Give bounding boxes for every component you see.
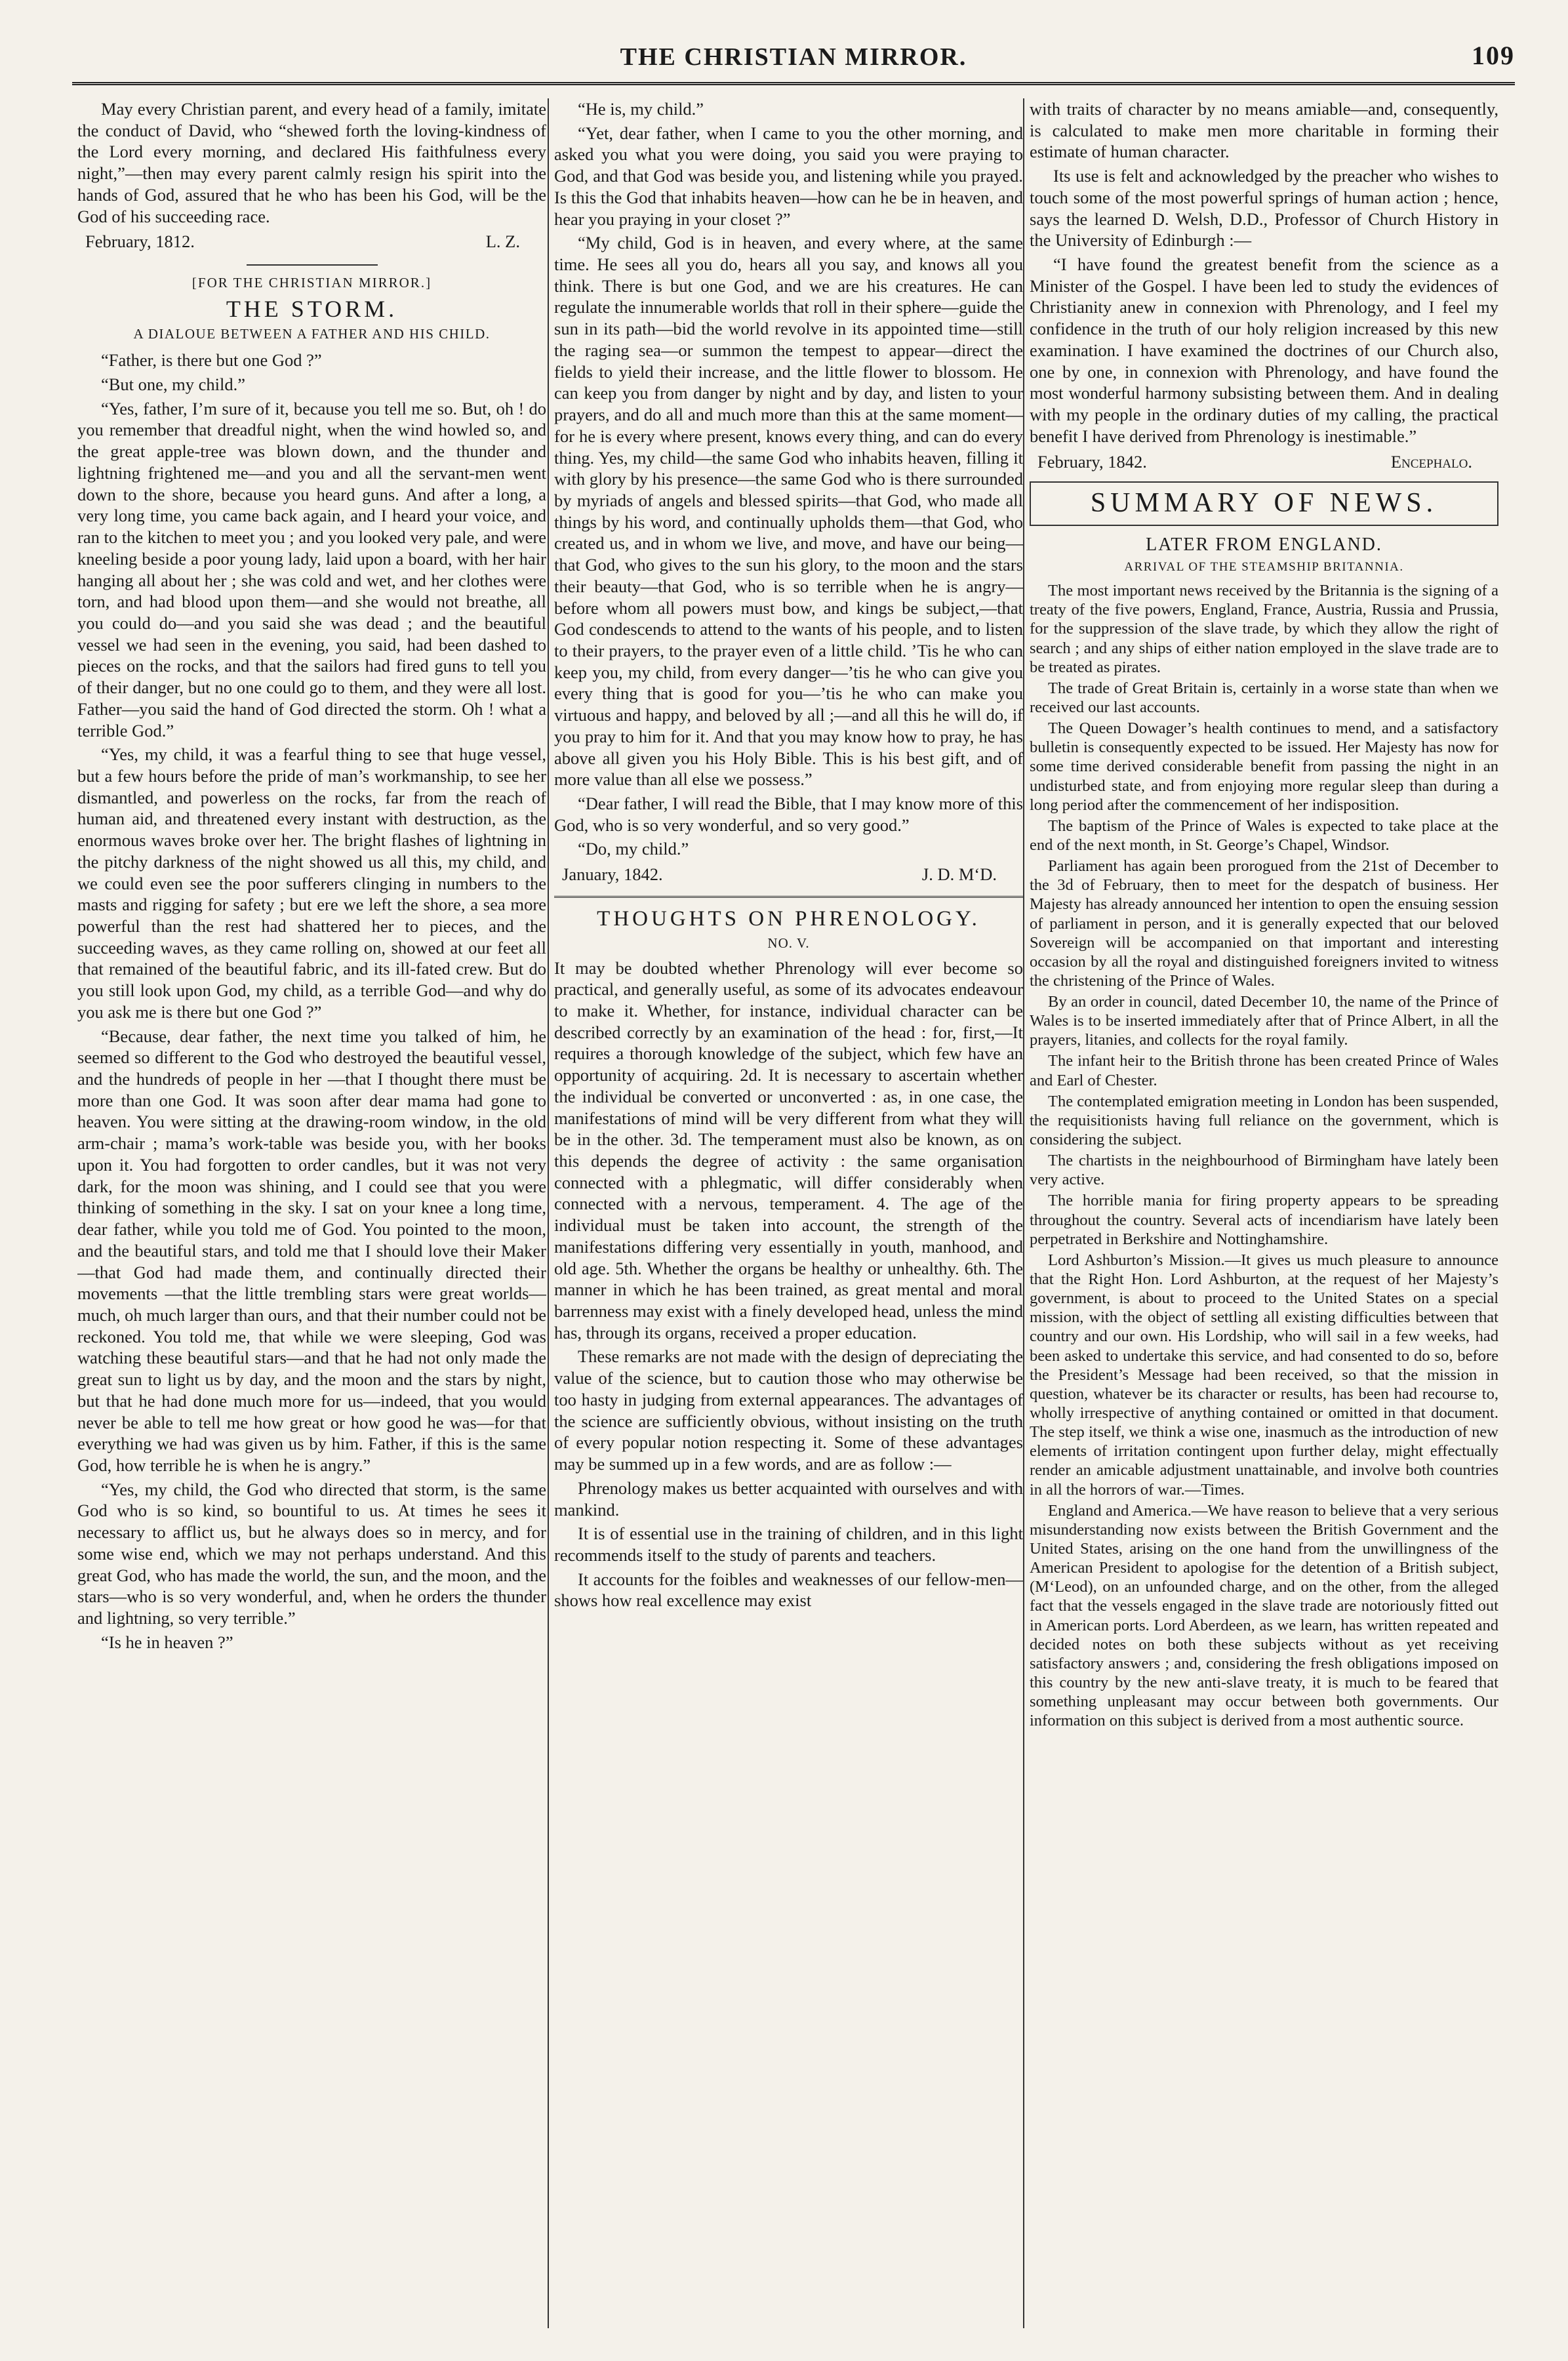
section-divider	[554, 896, 1023, 898]
news-item: The most important news received by the Britannia is the signing of a treaty of the five powers, England, France, Austria, Russia and Prussia, for the suppression of the slave trade, by which they allow the right of search ; and any ships of either nation employed in the slave trade are to be treated as pirates.	[1030, 582, 1498, 676]
column-divider-2	[1023, 98, 1024, 2328]
column-1	[77, 98, 546, 2335]
storm-paragraph: “Is he in heaven ?”	[101, 1632, 233, 1652]
news-item: The contemplated emigration meeting in London has been suspended, the requisitionists having full reliance on the government, which is considering the subject.	[1030, 1092, 1498, 1149]
section-divider	[247, 264, 378, 266]
phrenology-paragraph: It accounts for the foibles and weaknesses of our fellow-men—shows how real excellence may exist	[554, 1569, 1023, 1611]
phrenology-signature: Encephalo.	[1390, 451, 1472, 472]
news-item: The Queen Dowager’s health continues to mend, and a satisfactory bulletin is consequently expected to be issued. Her Majesty has now for some time derived considerable benefit from passing the night in an undisturbed state, and from enjoying more regular sleep than during a long period after the commencement of her indisposition.	[1030, 719, 1498, 814]
news-item: Parliament has again been prorogued from the 21st of December to the 3d of February, then to meet for the despatch of business. Her Majesty has already announced her intention to open the ensuing session of parliament in person, and it is generally expected that our beloved Sovereign will be accompanied on that important and interesting occasion by all the royal and distinguished foreigners invited to witness the christening of the Prince of Wales.	[1030, 857, 1498, 990]
masthead-title: THE CHRISTIAN MIRROR.	[620, 43, 967, 71]
dialogue-date: January, 1842.	[562, 864, 663, 885]
storm-tag: [FOR THE CHRISTIAN MIRROR.]	[191, 275, 432, 291]
storm-paragraph: “Because, dear father, the next time you talked of him, he seemed so different to the God who destroyed the beautiful vessel, and the hundreds of people in her —that I thought there must be more than one God. It was soon after dear mama had gone to heaven. You were sitting at the drawing-room window, in the old arm-chair ; mama’s work-table was beside you, with her books upon it. You had forgotten to order candles, but it was not very dark, for the moon was shining, and I could see that you were thinking of something in the sky. I sat on your knee a long time, dear father, while you told me of God. You pointed to the moon, and the beautiful stars, and told me that I should love their Maker—that God had made them, and continually directed their movements —that the little trembling stars were great worlds—much, oh much larger than ours, and that their number could not be reckoned. You told me, that while we were sleeping, God was watching these beautiful stars—and that he had not only made the great sun to light us by day, and the moon and the stars by night, but that he had done much more for us—indeed, that you would never be able to tell me how great or how good he was—for that everything we had was given us by him. Father, if this is the same God, how terrible he is when he is angry.”	[77, 1026, 546, 1475]
phrenology-number: NO. V.	[767, 935, 810, 951]
news-item: The trade of Great Britain is, certainly in a worse state than when we received our last accounts.	[1030, 679, 1498, 716]
phrenology-paragraph: It is of essential use in the training of children, and in this light recommends itself to the study of parents and teachers.	[554, 1524, 1023, 1565]
intro-paragraph: May every Christian parent, and every head of a family, imitate the conduct of David, who “shewed forth the loving-kindness of the Lord every morning, and declared His faithfulness every night,”—then may every parent calmly resign his spirit into the hands of God, assured that he who has been his God, will be the God of his succeeding race.	[77, 99, 546, 226]
storm-paragraph: “But one, my child.”	[101, 374, 246, 395]
storm-paragraph: “My child, God is in heaven, and every where, at the same time. He sees all you do, hears all you say, and knows all you think. There is but one God, and we are his creatures. He can regulate the innumerable worlds that roll in their sphere—guide the sun in its path—bid the world revolve in its appointed time—still the raging sea—or summon the tempest to appear—direct the fields to yield their increase, and the little flower to blossom. He can keep you from danger by night and by day, and listen to your prayers, and do all and much more than this at the same moment—for he is every where present, knows every thing, and can do every thing. Yes, my child—the same God who inhabits heaven, filling it with glory by his presence—the same God who is there surrounded by myriads of angels and blessed spirits—that God, who made all things by his word, and continually upholds them—that God, who created us, and in whom we live, and move, and have our being—that God, who gives to the sun his glory, to the moon and the stars their beauty—that God, who is so terrible when he is angry—before whom all powers must bow, and kings be subject,—that God condescends to attend to the wants of his people, and to listen to their prayers, to the prayer even of a little child. ’Tis he who can keep you, my child, from every danger—’tis he who can give you every thing that is good for you—’tis he who can make you virtuous and happy, and beloved by all ;—and all this he will do, if you pray to him for it. And that you may know how to pray, he has above all given you his Holy Bible. This is his best gift, and of more value than all else we possess.”	[554, 233, 1023, 790]
news-item: The horrible mania for firing property appears to be spreading throughout the country. Several acts of incendiarism have lately been perpetrated in Berkshire and Nottinghamshire.	[1030, 1192, 1498, 1248]
header-rule	[72, 82, 1515, 85]
news-item: The chartists in the neighbourhood of Birmingham have lately been very active.	[1030, 1152, 1498, 1189]
storm-paragraph: “Yet, dear father, when I came to you the other morning, and asked you what you were doing, you said you were praying to God, and that God was beside you, and listening while you prayed. Is this the God that inhabits heaven—how can he be in heaven, and hear you praying in your closet ?”	[554, 123, 1023, 229]
storm-subtitle: A DIALOUE BETWEEN A FATHER AND HIS CHILD.	[133, 326, 491, 342]
storm-title: THE STORM.	[226, 295, 398, 322]
dialogue-signature: J. D. M‘D.	[921, 864, 997, 885]
phrenology-paragraph: Phrenology makes us better acquainted with ourselves and with mankind.	[554, 1478, 1023, 1520]
phrenology-title: THOUGHTS ON PHRENOLOGY.	[597, 906, 980, 931]
phrenology-date: February, 1842.	[1037, 451, 1147, 472]
phrenology-paragraph: Its use is felt and acknowledged by the preacher who wishes to touch some of the most powerful springs of human action ; hence, says the learned D. Welsh, D.D., Professor of Church History in the University of Edinburgh :—	[1030, 166, 1498, 251]
news-body	[1030, 581, 1498, 1730]
storm-paragraph: “He is, my child.”	[578, 99, 704, 119]
phrenology-quote: “I have found the greatest benefit from the science as a Minister of the Gospel. I have been led to study the evidences of Christianity anew in connexion with Phrenology, and I feel my confidence in the truth of our holy religion increased by this new examination. I have examined the doctrines of our Church also, one by one, in connexion with Phrenology, and have found the most wonderful harmony subsisting between them. And in dealing with my people in the ordinary duties of my calling, the practical benefit I have derived from Phrenology is inestimable.”	[1030, 254, 1498, 446]
phrenology-paragraph: These remarks are not made with the design of depreciating the value of the science, but to caution those who may otherwise be too hasty in judging from external appearances. The advantages of the science are sufficiently obvious, without insisting on the truth of every popular notion respecting it. Some of these advantages may be summed up in a few words, and are as follow :—	[554, 1346, 1023, 1474]
page-number: 109	[1472, 41, 1515, 70]
storm-paragraph: “Yes, father, I’m sure of it, because you tell me so. But, oh ! do you remember that dreadful night, when the wind howled so, and the great apple-tree was blown down, and the thunder and lightning frightened me—and you and all the servant-men went down to the shore, because you heard guns. And after a long, a very long time, you came back again, and I heard your voice, and ran to the kitchen to meet you ; and you looked very pale, and were kneeling beside a poor young lady, laid upon a board, with her hair hanging all about her ; she was cold and wet, and her clothes were torn, and had blood upon them—and she would not breathe, all you could do—and you said she was dead ; and the beautiful vessel we had seen in the evening, you said, had been dashed to pieces on the rocks, and that the sailors had fired guns to tell you of their danger, but no one could go to them, and they were all lost. Father—you said the hand of God directed the storm. Oh ! what a terrible God.”	[77, 398, 546, 740]
column-2	[554, 98, 1023, 2335]
phrenology-signature-line	[1030, 451, 1498, 473]
news-item: The baptism of the Prince of Wales is expected to take place at the end of the next month, in St. George’s Chapel, Windsor.	[1030, 817, 1498, 854]
intro-signature-line	[77, 231, 546, 252]
storm-paragraph: “Do, my child.”	[578, 839, 689, 859]
dialogue-signature-line	[554, 864, 1023, 885]
news-item: The infant heir to the British throne has been created Prince of Wales and Earl of Chester.	[1030, 1052, 1498, 1089]
column-divider-1	[548, 98, 549, 2328]
storm-paragraph: “Yes, my child, the God who directed that storm, is the same God who is so kind, so bountiful to us. At times he sees it necessary to afflict us, but he always does so in mercy, and for some wise end, which we may not perhaps understand. And this great God, who has made the world, the sun, and the moon, and the stars—who is so very wonderful, and, when he orders the thunder and lightning, so very terrible.”	[77, 1479, 546, 1628]
summary-of-news-heading: SUMMARY OF NEWS.	[1030, 481, 1498, 526]
intro-date: February, 1812.	[85, 232, 195, 252]
news-item: By an order in council, dated December 10, the name of the Prince of Wales is to be inserted immediately after that of Prince Albert, in all the prayers, litanies, and collects for the royal family.	[1030, 993, 1498, 1049]
storm-paragraph: “Dear father, I will read the Bible, that I may know more of this God, who is so very wonderful, and so very good.”	[554, 794, 1023, 835]
phrenology-paragraph: with traits of character by no means amiable—and, consequently, is calculated to make men more charitable in forming their estimate of human character.	[1030, 99, 1498, 162]
phrenology-paragraph: It may be doubted whether Phrenology will ever become so practical, and generally useful, as some of its advocates endeavour to make it. Whether, for instance, individual character can be described correctly by an examination of the head : for, first,—It requires a thorough knowledge of the subject, which few have an opportunity of acquiring. 2d. It is necessary to ascertain whether the individual be converted or unconverted : as, in one case, the manifestations of mind will be very different from what they will be in the other. 3d. The temperament must also be known, as on this depends the degree of activity : the same organisation connected with a phlegmatic, will differ considerably when connected with a nervous, temperament. 4. The age of the individual must be taken into account, the strength of the manifestations differing very essentially in youth, manhood, and old age. 5th. Whether the organs be healthy or unhealthy. 6th. The manner in which he has been trained, as great mental and moral barrenness may exist with a finely developed head, unless the mind has, through its organs, received a proper education.	[554, 958, 1023, 1342]
storm-paragraph: “Yes, my child, it was a fearful thing to see that huge vessel, but a few hours before the pride of man’s workmanship, to see her dismantled, and powerless on the rocks, far from the reach of human aid, and threatened every instant with destruction, as the enormous waves broke over her. The bright flashes of lightning in the pitchy darkness of the night showed us all this, my child, and we could even see the poor sufferers clinging in numbers to the masts and rigging for safety ; but ere we left the shore, a sea more powerful than the rest had shattered her to pieces, and the succeeding waves, as they came rolling on, showed at our feet all that remained of the beautiful fabric, and its ill-fated crew. But do you still look upon God, my child, as a terrible God—and why do you ask me is there but one God ?”	[77, 744, 546, 1022]
intro-signature: L. Z.	[485, 232, 520, 252]
news-item: Lord Ashburton’s Mission.—It gives us much pleasure to announce that the Right Hon. Lord Ashburton, at the request of her Majesty’s government, is about to proceed to the United States on a special mission, with the object of settling all existing difficulties between that country and our own. His Lordship, who will sail in a few weeks, had been asked to undertake this service, and had consented to do so, before the President’s Message had been received, so that the mission in question, whatever be its character or results, has been had recourse to, wholly irrespective of anything contained or omitted in that document. The step itself, we think a wise one, inasmuch as the introduction of new elements of irritation contingent upon further delay, might effectually render an amicable adjustment unattainable, and involve both countries in all the horrors of war.—Times.	[1030, 1251, 1498, 1499]
arrival-subheading: ARRIVAL OF THE STEAMSHIP BRITANNIA.	[1124, 559, 1404, 574]
page-header	[72, 36, 1515, 75]
news-item: England and America.—We have reason to believe that a very serious misunderstanding now exists between the British Government and the United States, arising on the one hand from the unwillingness of the American President to apologise for the detention of a British subject, (M‘Leod), on an unfounded charge, and on the other, from the alleged fact that the vessels engaged in the slave trade are notoriously fitted out in American ports. Lord Aberdeen, as we learn, has written repeated and decided notes on both these subjects without as yet receiving satisfactory answers ; and, considering the fresh obligations imposed on this country by the new anti-slave treaty, it is much to be feared that something unpleasant may occur between both governments. Our information on this subject is derived from a most authentic source.	[1030, 1501, 1498, 1730]
storm-paragraph: “Father, is there but one God ?”	[101, 350, 322, 371]
later-from-england-heading: LATER FROM ENGLAND.	[1146, 535, 1382, 555]
column-3	[1030, 98, 1498, 2335]
